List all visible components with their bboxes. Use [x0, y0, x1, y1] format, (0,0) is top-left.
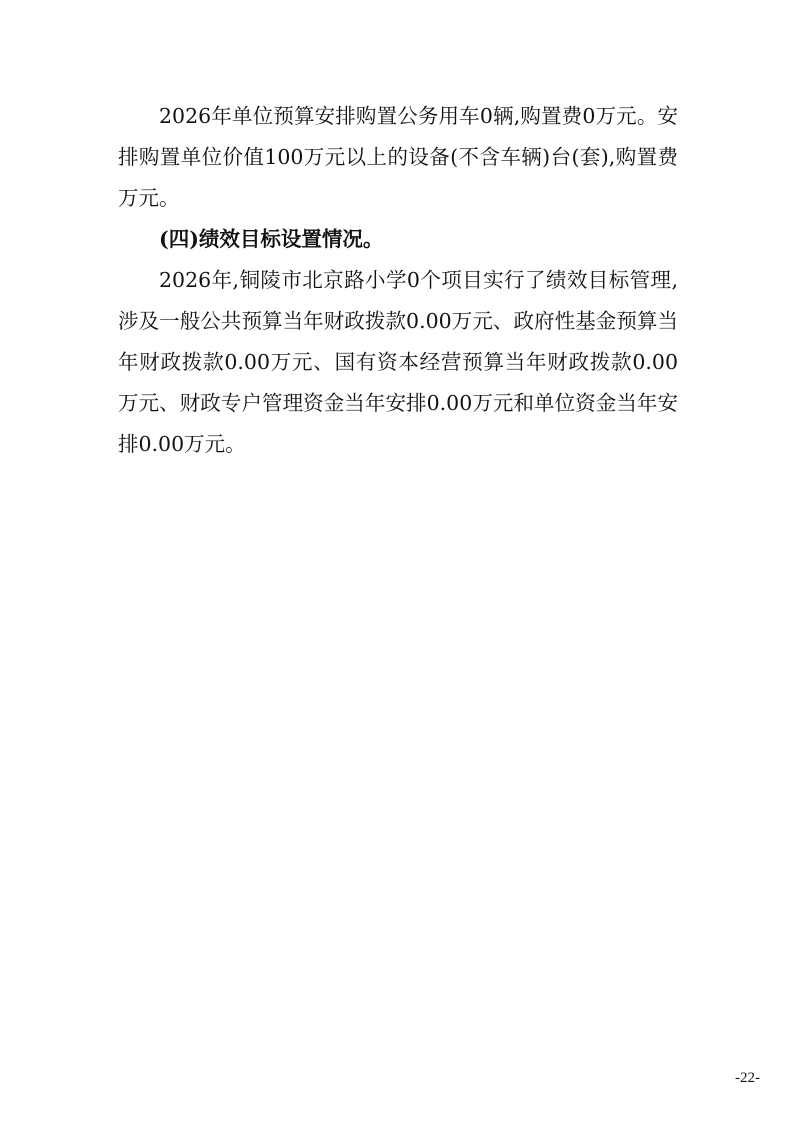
performance-target-paragraph: 2026年,铜陵市北京路小学0个项目实行了绩效目标管理,涉及一般公共预算当年财政拨款0.00万元、政府性基金预算当年财政拨款0.00万元、国有资本经营预算当年财政拨款0.00万元、财政专户管理资金当年安排0.00万元和单位资金当年安排0.00万元。	[118, 268, 678, 456]
document-body	[118, 96, 678, 465]
section-heading: (四)绩效目标设置情况。	[159, 227, 384, 251]
vehicle-equipment-paragraph: 2026年单位预算安排购置公务用车0辆,购置费0万元。安排购置单位价值100万元以上的设备(不含车辆)台(套),购置费万元。	[118, 104, 678, 210]
page-number: -22-	[735, 1070, 760, 1086]
